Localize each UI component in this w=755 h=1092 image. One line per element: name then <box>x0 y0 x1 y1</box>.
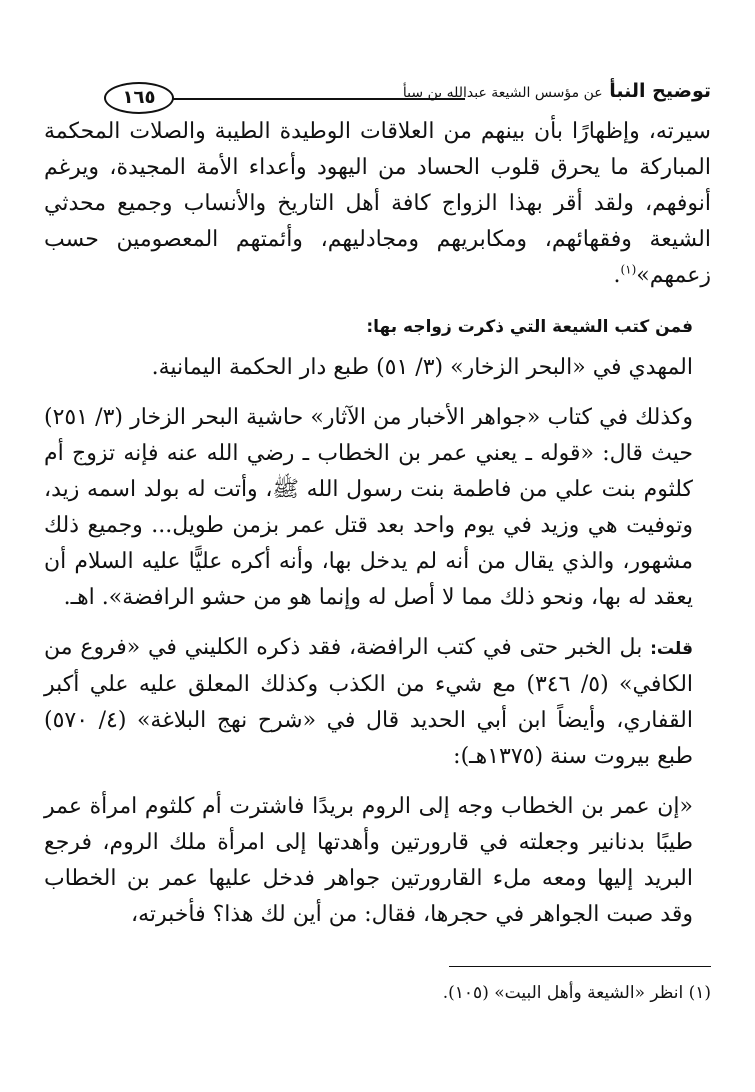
header-rule <box>172 98 465 100</box>
paragraph-4-label: قلت: <box>650 639 693 659</box>
paragraph-2: المهدي في «البحر الزخار» (٣/ ٥١) طبع دار الحكمة اليمانية. <box>151 355 693 380</box>
paragraph-3: وكذلك في كتاب «جواهر الأخبار من الآثار» حاشية البحر الزخار (٣/ ٢٥١) حيث قال: «قوله ـ يعني عمر بن الخطاب ـ رضي الله عنه فإنه تزوج أم كلثوم بنت علي من فاطمة بنت رسول الله ﷺ، وأتت له بولد اسمه زيد، وتوفيت هي وزيد في يوم واحد بعد قتل عمر بزمن طويل... وجميع ذلك مشهور، والذي يقال من أنه لم يدخل بها، وأنه أكره عليًّا عليه السلام أن يعقد له بها، ونحو ذلك مما لا أصل له وإنما هو من حشو الرافضة». اهـ. <box>44 405 694 610</box>
footnote-ref-1: (١) <box>620 262 637 277</box>
paragraph-1 <box>44 114 711 294</box>
footnote: (١) انظر «الشيعة وأهل البيت» (١٠٥). <box>442 983 711 1003</box>
paragraph-1-text: سيرته، وإظهارًا بأن بينهم من العلاقات الوطيدة الطيبة والصلات المحكمة المباركة ما يحرق قلوب الحساد من اليهود وأعداء الأمة المجيدة، ويرغم أنوفهم، ولقد أقر بهذا الزواج كافة أهل التاريخ والأنساب وجميع محدثي الشيعة وفقهائهم، ومكابريهم ومجادليهم، وأئمتهم المعصومين حسب زعمهم» <box>44 119 711 288</box>
book-title-subtitle: عن مؤسس الشيعة عبدالله بن سبأ <box>402 85 603 101</box>
paragraph-4 <box>44 630 711 775</box>
page-body <box>44 114 711 933</box>
footnote-rule <box>449 966 711 967</box>
page-number: ١٦٥ <box>104 82 174 114</box>
book-title-main: توضيح النبأ <box>609 80 711 102</box>
paragraph-1-end: . <box>613 263 621 288</box>
paragraph-4-text: بل الخبر حتى في كتب الرافضة، فقد ذكره الكليني في «فروع من الكافي» (٥/ ٣٤٦) مع شيء من الكذب وكذلك المعلق عليه علي أكبر القفاري، وأيضاً ابن أبي الحديد قال في «شرح نهج البلاغة» (٤/ ٥٧٠) طبع بيروت سنة (١٣٧٥هـ): <box>44 635 694 769</box>
paragraph-5: «إن عمر بن الخطاب وجه إلى الروم بريدًا فاشترت أم كلثوم امرأة عمر طيبًا بدنانير وجعلته في قارورتين وأهدتها إلى امرأة ملك الروم، فرجع البريد إليها ومعه ملء القارورتين جواهر فدخل عليها عمر بن الخطاب وقد صبت الجواهر في حجرها، فقال: من أين لك هذا؟ فأخبرته، <box>44 794 693 927</box>
section-heading: فمن كتب الشيعة التي ذكرت زواجه بها: <box>366 317 693 337</box>
